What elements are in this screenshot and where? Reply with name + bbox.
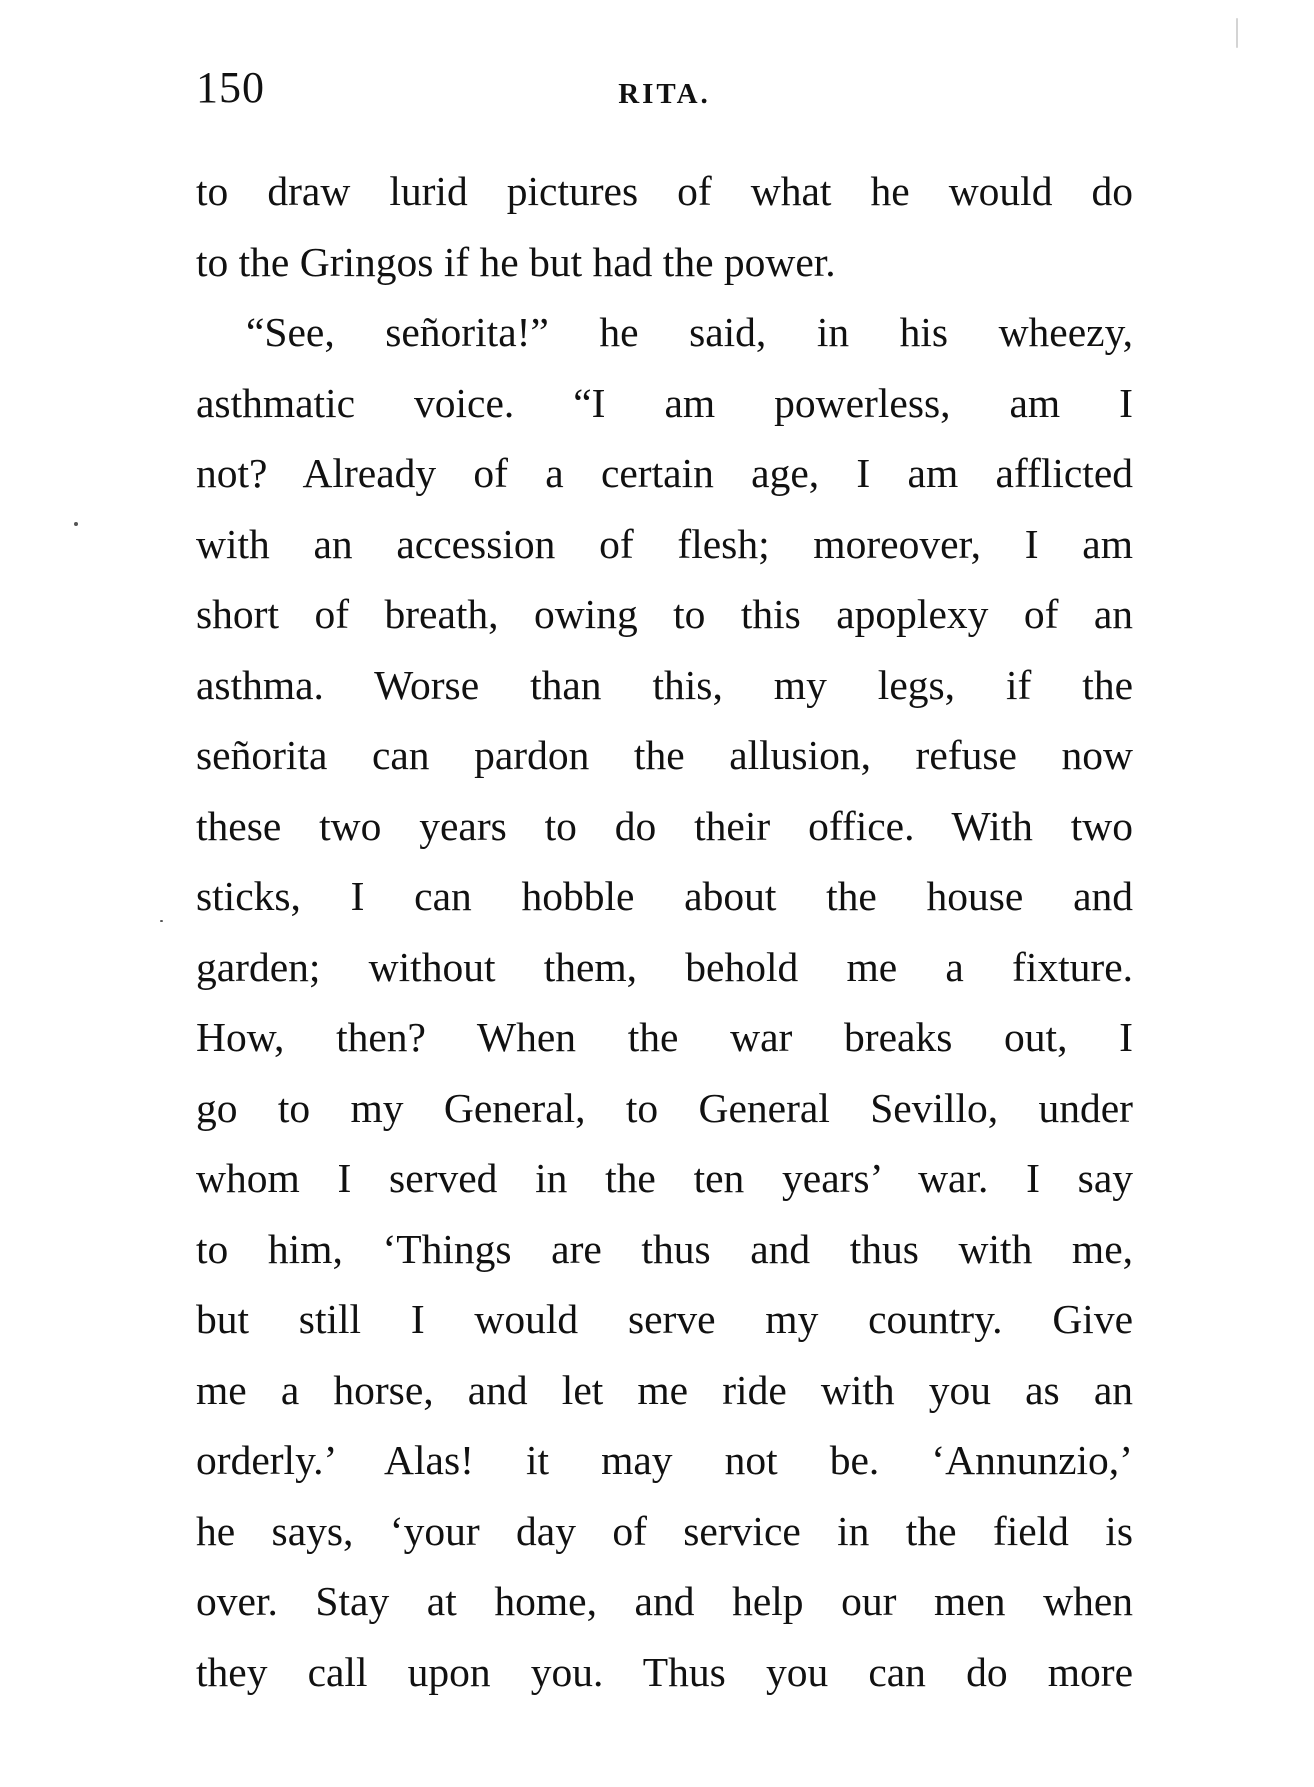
text-line: over. Stay at home, and help our men when (196, 1578, 1133, 1624)
running-title: RITA. (618, 78, 711, 110)
text-line: asthma. Worse than this, my legs, if the (196, 661, 1133, 708)
text-line: garden; without them, behold me a fixture. (196, 943, 1133, 990)
text-line: he says, ‘your day of service in the field is (196, 1507, 1133, 1554)
text-line: “See, señorita!” he said, in his wheezy, (246, 309, 1133, 355)
text-line: me a horse, and let me ride with you as an (196, 1366, 1133, 1413)
text-line: asthmatic voice. “I am powerless, am I (196, 379, 1133, 426)
scan-speck (74, 522, 78, 526)
text-line: short of breath, owing to this apoplexy of an (196, 591, 1133, 637)
text-line: orderly.’ Alas! it may not be. ‘Annunzio,’ (196, 1437, 1133, 1483)
text-line: to the Gringos if he but had the power. (196, 238, 836, 285)
running-head (196, 58, 1133, 118)
text-line: these two years to do their office. With two (196, 802, 1133, 849)
text-line: to him, ‘Things are thus and thus with me, (196, 1225, 1133, 1272)
text-line: to draw lurid pictures of what he would do (196, 168, 1133, 214)
text-line: go to my General, to General Sevillo, under (196, 1084, 1133, 1131)
text-line: sticks, I can hobble about the house and (196, 873, 1133, 919)
page-number: 150 (196, 63, 265, 112)
text-line: but still I would serve my country. Give (196, 1296, 1133, 1342)
body-text (196, 156, 1133, 1707)
scan-speck (1236, 18, 1238, 48)
text-line: not? Already of a certain age, I am afflicted (196, 450, 1133, 496)
text-line: señorita can pardon the allusion, refuse now (196, 732, 1133, 778)
text-line: whom I served in the ten years’ war. I say (196, 1155, 1133, 1201)
scan-speck (160, 920, 163, 922)
text-line: with an accession of flesh; moreover, I am (196, 520, 1133, 567)
text-line: How, then? When the war breaks out, I (196, 1014, 1133, 1060)
text-line: they call upon you. Thus you can do more (196, 1648, 1133, 1695)
